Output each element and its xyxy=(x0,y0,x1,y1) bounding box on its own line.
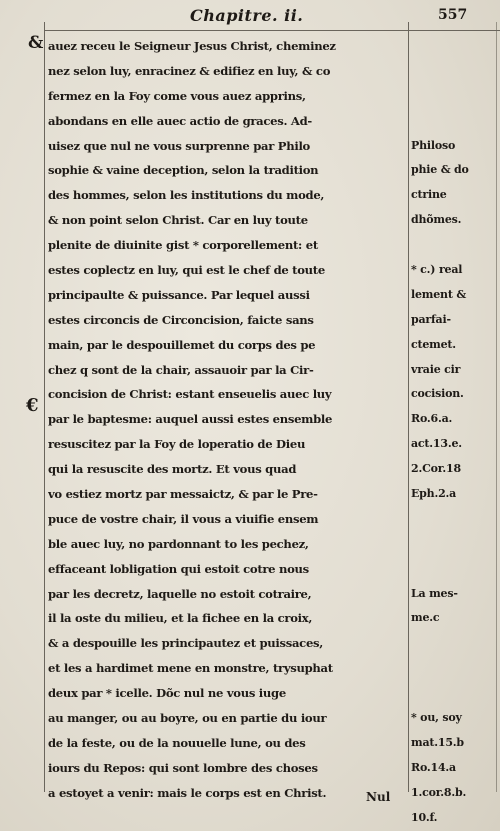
margin-note xyxy=(411,507,497,532)
text-line: nez selon luy, enracinez & edifiez en luy, & co xyxy=(48,63,331,78)
header-rule xyxy=(44,30,500,31)
paragraph-mark: € xyxy=(26,395,39,416)
margin-note xyxy=(411,59,497,84)
text-line: ble auec luy, no pardonnant to les pechez, xyxy=(48,536,309,551)
margin-note: Ro.14.a xyxy=(411,760,456,774)
text-line: chez q sont de la chair, assauoir par la Cir- xyxy=(48,362,314,377)
text-line: & non point selon Christ. Car en luy toute xyxy=(48,213,308,228)
margin-note: vraie cir xyxy=(411,362,461,376)
margin-note: ctemet. xyxy=(411,337,456,351)
margin-note: parfai- xyxy=(411,312,451,326)
text-line: vo estiez mortz par messaictz, & par le Pre- xyxy=(48,487,318,502)
margin-note xyxy=(411,656,497,681)
margin-note: lement & xyxy=(411,287,467,301)
text-line: par les decretz, laquelle no estoit cotraire, xyxy=(48,586,312,601)
margin-note: 1.cor.8.b. xyxy=(411,785,467,799)
text-line: de la feste, ou de la nouuelle lune, ou des xyxy=(48,735,306,750)
margin-note: ctrine xyxy=(411,188,447,202)
margin-note xyxy=(411,109,497,134)
margin-note xyxy=(411,631,497,656)
text-line: & a despouille les principautez et puissaces, xyxy=(48,636,323,651)
text-line: il la oste du milieu, et la fichee en la croix, xyxy=(48,611,313,626)
margin-note: 2.Cor.18 xyxy=(411,462,461,476)
margin-note: cocision. xyxy=(411,387,464,401)
margin-note: Eph.2.a xyxy=(411,487,457,501)
text-line: qui la resuscite des mortz. Et vous quad xyxy=(48,462,297,477)
text-line: auez receu le Seigneur Jesus Christ, cheminez xyxy=(48,39,336,53)
margin-note xyxy=(411,681,497,706)
text-line: principaulte & puissance. Par lequel aussi xyxy=(48,287,310,302)
right-column-rule xyxy=(408,22,409,792)
margin-note xyxy=(411,34,497,59)
margin-note: * ou, soy xyxy=(411,711,462,725)
text-line: main, par le despouillemet du corps des pe xyxy=(48,337,316,352)
text-line: deux par * icelle. Dõc nul ne vous iuge xyxy=(48,686,286,701)
text-line: par le baptesme: auquel aussi estes ensemble xyxy=(48,412,333,427)
margin-note: dhõmes. xyxy=(411,213,462,227)
text-line: fermez en la Foy come vous auez apprins, xyxy=(48,88,306,103)
text-line: resuscitez par la Foy de loperatio de Dieu xyxy=(48,437,306,452)
margin-note: Philoso xyxy=(411,138,456,152)
text-line: uisez que nul ne vous surprenne par Philo xyxy=(48,138,310,153)
text-line: puce de vostre chair, il vous a viuifie ensem xyxy=(48,511,319,526)
text-line: a estoyet a venir: mais le corps est en Christ. xyxy=(48,785,327,800)
text-line: effaceant lobligation qui estoit cotre nous xyxy=(48,561,309,576)
margin-note: me.c xyxy=(411,611,440,625)
text-line: et les a hardimet mene en monstre, trysuphat xyxy=(48,661,333,676)
text-line: abondans en elle auec actio de graces. Ad- xyxy=(48,113,312,128)
margin-note: La mes- xyxy=(411,586,458,600)
margin-note xyxy=(411,557,497,582)
text-line: concision de Christ: estant enseuelis auec luy xyxy=(48,387,332,402)
text-line: sophie & vaine deception, selon la tradition xyxy=(48,163,319,178)
margin-note xyxy=(411,233,497,258)
margin-note: phie & do xyxy=(411,163,469,177)
margin-notes-column xyxy=(411,34,497,831)
page-number: 557 xyxy=(438,7,468,23)
left-margin-rule xyxy=(44,22,45,792)
text-line: estes coplectz en luy, qui est le chef de toute xyxy=(48,263,325,278)
text-line: au manger, ou au boyre, ou en partie du iour xyxy=(48,711,327,726)
margin-note xyxy=(411,84,497,109)
margin-note xyxy=(411,532,497,557)
catchword: Nul xyxy=(366,790,391,804)
margin-note: mat.15.b xyxy=(411,735,464,749)
text-line: iours du Repos: qui sont lombre des choses xyxy=(48,760,318,775)
margin-note: act.13.e. xyxy=(411,437,462,451)
paragraph-mark: & xyxy=(28,33,44,53)
margin-note: Ro.6.a. xyxy=(411,412,453,426)
text-line: estes circoncis de Circoncision, faicte sans xyxy=(48,312,314,327)
main-text-column xyxy=(48,34,406,806)
margin-note: 10.f. xyxy=(411,810,438,824)
text-line: plenite de diuinite gist * corporellement: et xyxy=(48,238,318,253)
margin-note: * c.) real xyxy=(411,263,463,277)
running-header: Chapitre. ii. xyxy=(190,6,304,25)
text-line: des hommes, selon les institutions du mode, xyxy=(48,188,325,203)
